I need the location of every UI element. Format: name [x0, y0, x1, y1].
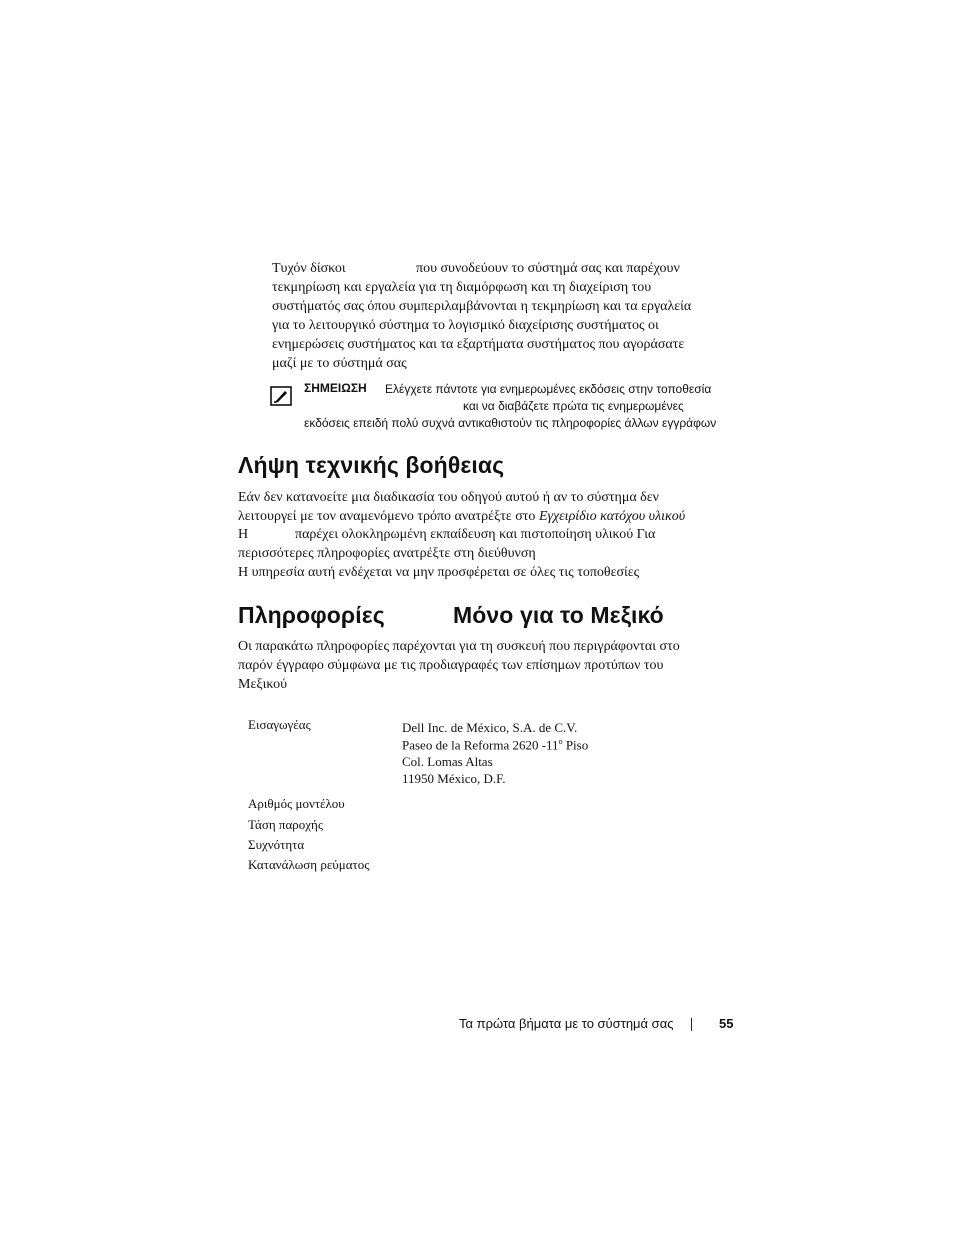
paragraph-line: Η [238, 527, 249, 542]
footer-divider [691, 1018, 692, 1031]
pencil-note-icon [270, 386, 292, 406]
paragraph-line: Μεξικού [238, 677, 288, 692]
paragraph-text: λειτουργεί με τον αναμενόμενο τρόπο ανατρέξτε στο [238, 509, 539, 524]
paragraph-line [238, 509, 685, 525]
intro-line: που συνοδεύουν το σύστημά σας και παρέχουν [416, 261, 680, 276]
importer-label: Εισαγωγέας [248, 717, 311, 732]
page-number: 55 [719, 1016, 734, 1031]
paragraph-line: Οι παρακάτω πληροφορίες παρέχονται για τη συσκευή που περιγράφονται στο [238, 639, 680, 654]
note-text: Ελέγχετε πάντοτε για ενημερωμένες εκδόσεις στην τοποθεσία [385, 382, 712, 396]
paragraph-line: Εάν δεν κατανοείτε μια διαδικασία του οδηγού αυτού ή αν το σύστημα δεν [238, 490, 659, 505]
importer-address: Paseo de la Reforma 2620 -11 [402, 737, 559, 753]
paragraph-line: παρόν έγγραφο σύμφωνα με τις προδιαγραφές των επίσημων προτύπων του [238, 658, 664, 673]
note-text: και να διαβάζετε πρώτα τις ενημερωμένες [463, 399, 684, 413]
paragraph-line: παρέχει ολοκληρωμένη εκπαίδευση και πιστοποίηση υλικού Για [295, 527, 656, 542]
note-label: ΣΗΜΕΙΩΣΗ [304, 381, 367, 395]
paragraph-line: Η υπηρεσία αυτή ενδέχεται να μην προσφέρεται σε όλες τις τοποθεσίες [238, 565, 640, 580]
footer-title: Τα πρώτα βήματα με το σύστημά σας [459, 1016, 674, 1031]
table-row-label: Κατανάλωση ρεύματος [248, 857, 370, 872]
importer-address-floor: Piso [562, 737, 589, 753]
table-row-label: Συχνότητα [248, 837, 305, 852]
importer-sup: o [558, 737, 563, 746]
intro-line: ενημερώσεις συστήματος και τα εξαρτήματα συστήματος που αγοράσατε [272, 337, 685, 352]
table-row-label: Αριθμός μοντέλου [248, 796, 345, 811]
note-text: εκδόσεις επειδή πολύ συχνά αντικαθιστούν τις πληροφορίες άλλων εγγράφων [304, 416, 717, 430]
intro-line: για το λειτουργικό σύστημα το λογισμικό διαχείρισης συστήματος οι [272, 318, 659, 333]
paragraph-line: περισσότερες πληροφορίες ανατρέξτε στη διεύθυνση [238, 546, 536, 561]
importer-value: Col. Lomas Altas [402, 754, 493, 769]
importer-value: 11950 México, D.F. [402, 771, 506, 786]
section-heading-mexico: Μόνο για το Μεξικό [453, 602, 664, 628]
importer-value [402, 737, 588, 753]
intro-line: συστήματός σας όπου συμπεριλαμβάνονται η τεκμηρίωση και τα εργαλεία [272, 299, 692, 314]
intro-line: Τυχόν δίσκοι [272, 261, 346, 276]
intro-line: τεκμηρίωση και εργαλεία για τη διαμόρφωση και τη διαχείριση του [272, 280, 652, 295]
importer-value: Dell Inc. de México, S.A. de C.V. [402, 720, 578, 735]
manual-title: Εγχειρίδιο κατόχου υλικού [538, 509, 686, 524]
table-row-label: Τάση παροχής [248, 817, 323, 832]
intro-line: μαζί με το σύστημά σας [272, 356, 407, 371]
section-heading-technical-help: Λήψη τεχνικής βοήθειας [238, 452, 505, 478]
section-heading-info: Πληροφορίες [238, 602, 385, 628]
